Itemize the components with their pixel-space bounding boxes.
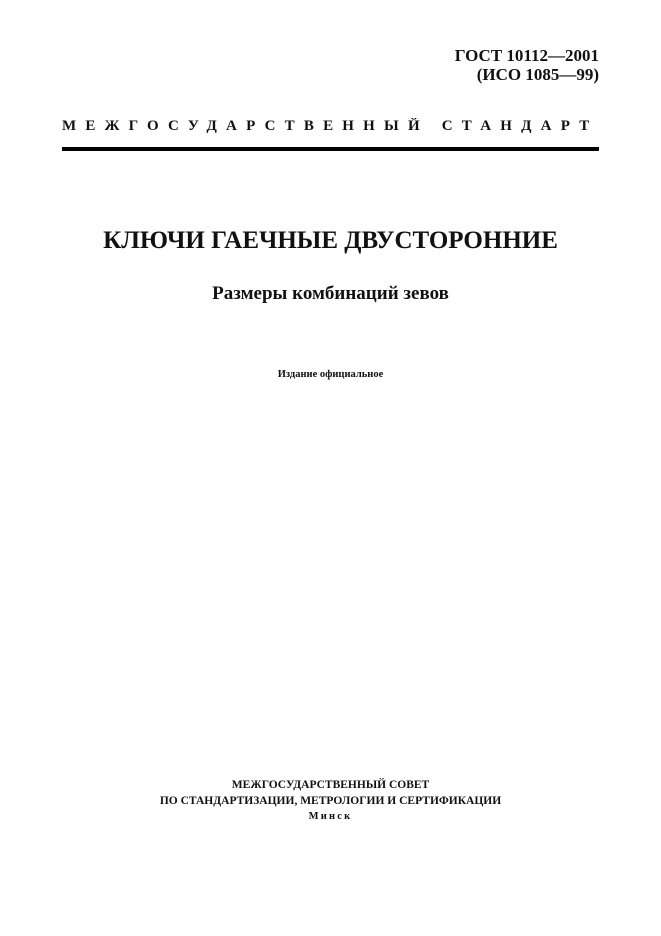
iso-designation: (ИСО 1085—99) <box>476 65 599 84</box>
council-name-line1: МЕЖГОСУДАРСТВЕННЫЙ СОВЕТ <box>231 779 430 791</box>
standard-designation-block <box>455 46 599 84</box>
standard-kind-heading: МЕЖГОСУДАРСТВЕННЫЙ СТАНДАРТ <box>62 118 599 134</box>
publisher-block <box>0 777 661 825</box>
document-subtitle: Размеры комбинаций зевов <box>212 283 449 304</box>
heading-divider <box>62 147 599 151</box>
edition-note: Издание официальное <box>277 369 384 380</box>
document-title: КЛЮЧИ ГАЕЧНЫЕ ДВУСТОРОННИЕ <box>103 227 558 254</box>
publication-city: Минск <box>308 811 353 822</box>
standard-designation: ГОСТ 10112—2001 <box>454 46 599 65</box>
council-name-line2: ПО СТАНДАРТИЗАЦИИ, МЕТРОЛОГИИ И СЕРТИФИКАЦИИ <box>159 795 502 807</box>
